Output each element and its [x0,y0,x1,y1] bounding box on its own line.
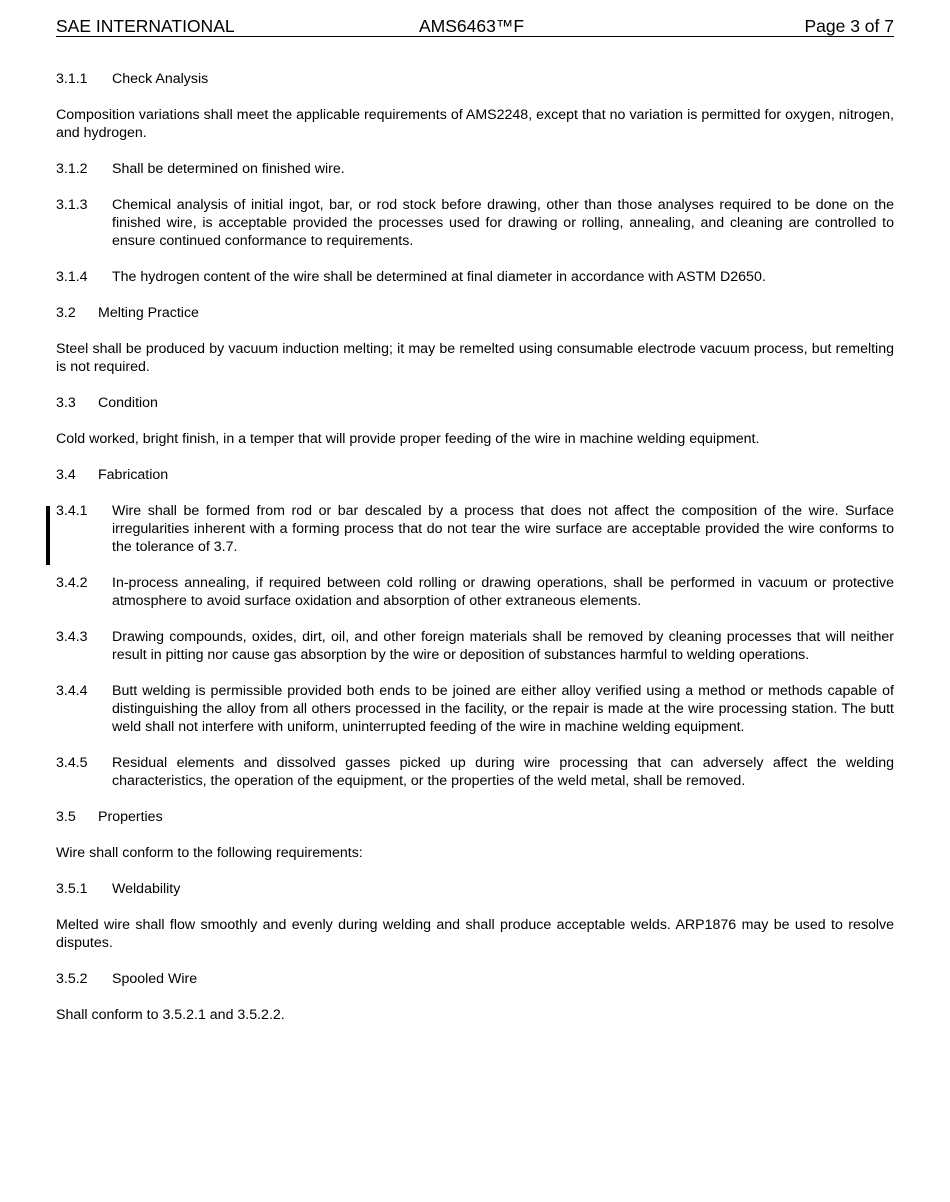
clause-3-4-2 [56,574,894,610]
section-number: 3.3 [56,395,76,411]
clause-text: In-process annealing, if required between cold rolling or drawing operations, shall be performed in vacuum or protective atmosphere to avoid surface oxidation and absorption of other extraneous elements. [112,575,894,609]
clause-number: 3.4.5 [56,755,88,771]
section-title: Fabrication [98,467,169,483]
paragraph-3-5-2: Shall conform to 3.5.2.1 and 3.5.2.2. [56,1007,285,1023]
section-title: Condition [98,395,158,411]
header-page-number: Page 3 of 7 [804,16,894,36]
clause-text: Chemical analysis of initial ingot, bar, or rod stock before drawing, other than those analyses required to be done on the finished wire, is acceptable provided the processes used for drawing or rolling, annealing, and cleaning are controlled to ensure continued conformance to requirements. [112,197,894,249]
section-heading-3-2 [56,304,894,322]
section-number: 3.1.1 [56,71,88,87]
clause-3-1-4 [56,268,894,286]
section-title: Spooled Wire [112,971,198,987]
section-title: Weldability [112,881,181,897]
section-heading-3-5-2 [56,970,894,988]
section-title: Check Analysis [112,71,209,87]
page-header [56,14,894,37]
section-title: Melting Practice [98,305,199,321]
clause-text: The hydrogen content of the wire shall be determined at final diameter in accordance with ASTM D2650. [112,269,766,285]
section-number: 3.5 [56,809,76,825]
section-number: 3.2 [56,305,76,321]
clause-number: 3.1.3 [56,197,88,213]
clause-number: 3.1.4 [56,269,88,285]
clause-number: 3.1.2 [56,161,88,177]
section-heading-3-4 [56,466,894,484]
clause-text: Residual elements and dissolved gasses picked up during wire processing that can adversely affect the welding characteristics, the operation of the equipment, or the properties of the weld metal, shall be removed. [112,755,894,789]
clause-3-4-3 [56,628,894,664]
document-body [56,70,894,1024]
clause-3-1-2 [56,160,894,178]
header-org: SAE INTERNATIONAL [56,16,235,36]
paragraph-3-1-1: Composition variations shall meet the applicable requirements of AMS2248, except that no variation is permitted for oxygen, nitrogen, and hydrogen. [56,107,894,141]
section-heading-3-3 [56,394,894,412]
document-page [56,14,894,1042]
clause-3-4-5 [56,754,894,790]
section-heading-3-1-1 [56,70,894,88]
clause-number: 3.4.2 [56,575,88,591]
section-heading-3-5 [56,808,894,826]
clause-3-1-3 [56,196,894,250]
section-number: 3.5.1 [56,881,88,897]
clause-3-4-4 [56,682,894,736]
clause-text: Shall be determined on finished wire. [112,161,345,177]
paragraph-3-2: Steel shall be produced by vacuum induction melting; it may be remelted using consumable electrode vacuum process, but remelting is not required. [56,341,894,375]
paragraph-3-5: Wire shall conform to the following requirements: [56,845,363,861]
clause-number: 3.4.4 [56,683,88,699]
section-number: 3.5.2 [56,971,88,987]
section-number: 3.4 [56,467,76,483]
paragraph-3-3: Cold worked, bright finish, in a temper that will provide proper feeding of the wire in machine welding equipment. [56,431,760,447]
paragraph-3-5-1: Melted wire shall flow smoothly and evenly during welding and shall produce acceptable welds. ARP1876 may be used to resolve disputes. [56,917,894,951]
clause-number: 3.4.3 [56,629,88,645]
clause-text: Drawing compounds, oxides, dirt, oil, and other foreign materials shall be removed by cleaning processes that will neither result in pitting nor cause gas absorption by the wire or deposition of substances harmful to welding operations. [112,629,894,663]
clause-text: Wire shall be formed from rod or bar descaled by a process that does not affect the composition of the wire. Surface irregularities inherent with a forming process that do not tear the wire surface are acceptable provided the wire conforms to the tolerance of 3.7. [112,503,894,555]
clause-number: 3.4.1 [56,503,88,519]
clause-text: Butt welding is permissible provided both ends to be joined are either alloy verified using a method or methods capable of distinguishing the alloy from all others processed in the facility, or the repair is made at the wire processing station. The butt weld shall not interfere with uniform, uninterrupted feeding of the wire in machine welding equipment. [112,683,894,735]
section-heading-3-5-1 [56,880,894,898]
clause-3-4-1 [56,502,894,556]
section-title: Properties [98,809,163,825]
header-doc-id: AMS6463™F [419,16,525,36]
revision-change-bar [46,506,50,565]
